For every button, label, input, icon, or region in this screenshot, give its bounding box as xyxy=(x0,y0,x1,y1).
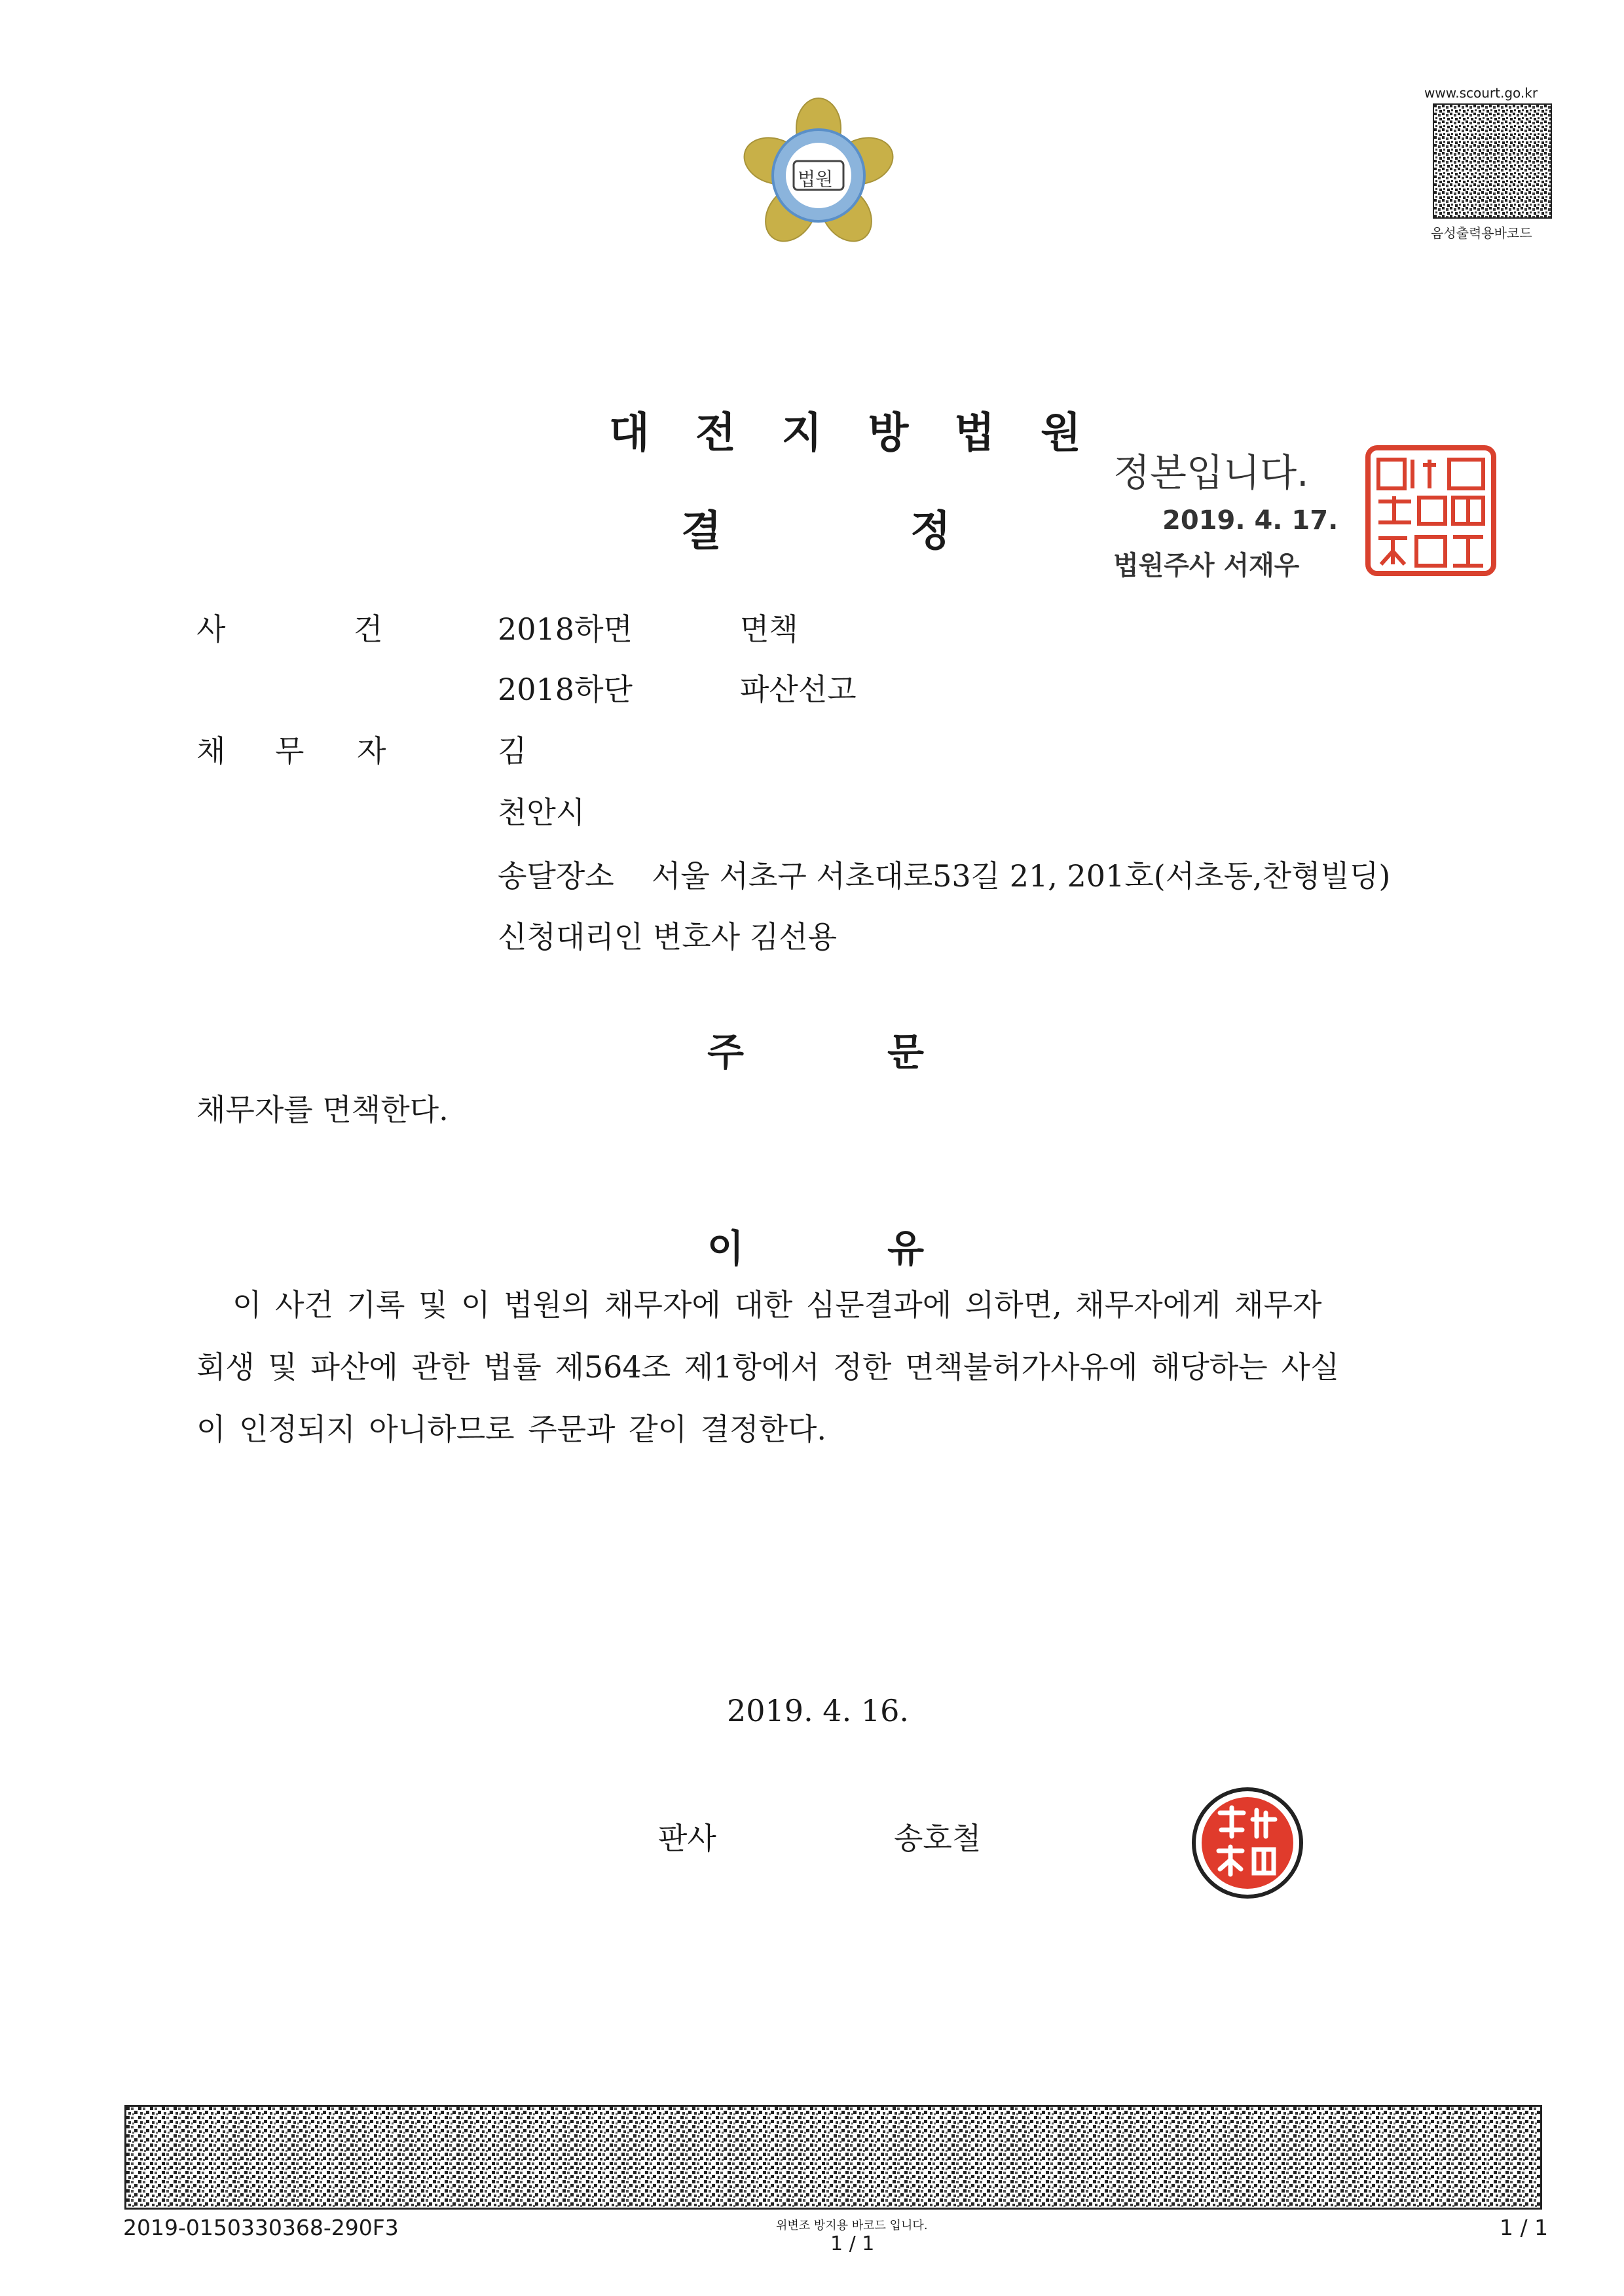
certified-copy-text: 정본입니다. xyxy=(1113,450,1309,495)
page-number-center: 1 / 1 xyxy=(830,2232,875,2255)
court-name: 대전지방법원 xyxy=(609,409,1127,458)
certifying-officer: 법원주사 서재우 xyxy=(1113,551,1300,581)
reason-line-3: 이 인정되지 아니하므로 주문과 같이 결정한다. xyxy=(196,1412,827,1447)
emblem-label: 법원 xyxy=(798,168,834,190)
case-number-1: 2018하면 xyxy=(498,611,633,647)
case-label-char: 사 xyxy=(196,611,226,647)
case-number-2: 2018하단 xyxy=(498,672,633,707)
barcode-caption: 음성출력용바코드 xyxy=(1431,225,1532,241)
applicant-agent: 신청대리인 변호사 김선용 xyxy=(498,919,838,955)
debtor-address-city: 천안시 xyxy=(498,795,585,830)
anti-forgery-barcode xyxy=(124,2105,1542,2210)
reason-line-1: 이 사건 기록 및 이 법원의 채무자에 대한 심문결과에 의하면, 채무자에게 채무자 xyxy=(232,1287,1322,1322)
voice-barcode xyxy=(1433,103,1552,219)
debtor-label-char: 채 xyxy=(196,733,226,769)
barcode-note: 위변조 방지용 바코드 입니다. xyxy=(776,2219,928,2232)
order-text: 채무자를 면책한다. xyxy=(196,1092,449,1127)
delivery-address: 서울 서초구 서초대로53길 21, 201호(서초동,찬형빌딩) xyxy=(652,858,1391,894)
court-official-seal xyxy=(1365,445,1496,576)
judge-seal xyxy=(1189,1784,1306,1902)
page-number-right: 1 / 1 xyxy=(1500,2215,1549,2240)
reason-heading-char: 유 xyxy=(887,1226,925,1271)
barcode-url: www.scourt.go.kr xyxy=(1424,85,1538,101)
case-name-1: 면책 xyxy=(740,611,798,647)
doc-title-first-char: 결 xyxy=(681,507,722,556)
doc-title-second-char: 정 xyxy=(910,507,951,556)
judge-name: 송호철 xyxy=(894,1821,982,1856)
court-emblem xyxy=(740,97,897,254)
debtor-label-char: 자 xyxy=(357,733,386,769)
judge-title: 판사 xyxy=(658,1821,716,1856)
debtor-label-char: 무 xyxy=(275,733,304,769)
document-number: 2019-0150330368-290F3 xyxy=(123,2215,399,2240)
certification-date: 2019. 4. 17. xyxy=(1162,505,1338,536)
order-heading-char: 문 xyxy=(887,1030,925,1074)
case-label-char: 건 xyxy=(354,611,383,647)
reason-heading-char: 이 xyxy=(707,1226,745,1271)
debtor-name: 김 xyxy=(498,733,527,769)
delivery-place-label: 송달장소 xyxy=(498,858,614,894)
reason-line-2: 회생 및 파산에 관한 법률 제564조 제1항에서 정한 면책불허가사유에 해당하는 사실 xyxy=(196,1349,1340,1385)
decision-date: 2019. 4. 16. xyxy=(727,1693,909,1728)
order-heading-char: 주 xyxy=(707,1030,745,1074)
case-name-2: 파산선고 xyxy=(740,672,857,707)
